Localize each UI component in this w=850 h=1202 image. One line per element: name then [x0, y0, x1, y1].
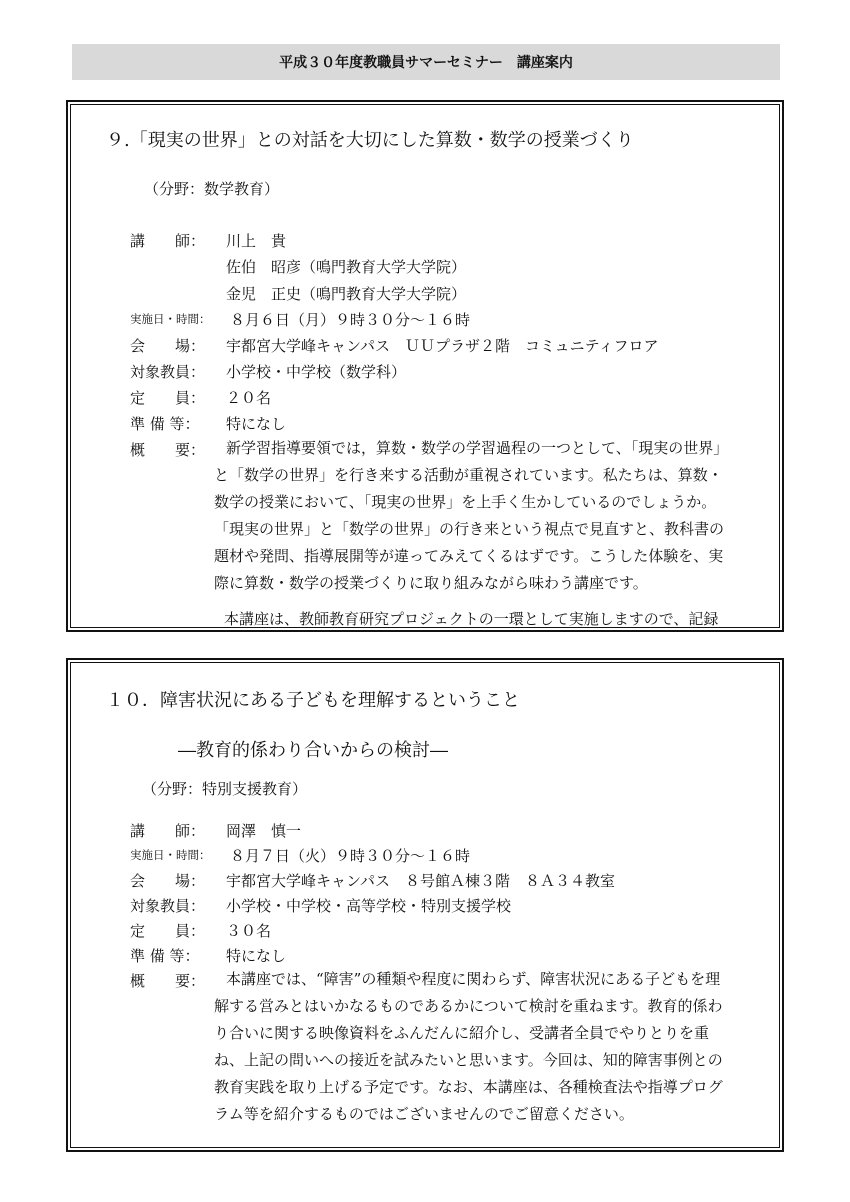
target-label: 対象教員： — [130, 363, 206, 381]
instructor-label: 講 師： — [130, 232, 206, 250]
summary-line: り合いに関する映像資料をふんだんに紹介し、受講者全員でやりとりを重 — [214, 1024, 710, 1042]
course-10-box — [66, 658, 784, 1152]
summary-line: ラム等を紹介するものではございませんのでご留意ください。 — [214, 1105, 634, 1123]
course-9-field: （分野：数学教育） — [144, 180, 280, 198]
date-label: 実施日・時間： — [130, 312, 211, 326]
course-9-box — [66, 100, 784, 632]
prep-value: 特になし — [226, 947, 287, 965]
summary-line: と「数学の世界」を行き来する活動が重視されています。私たちは、算数・ — [214, 466, 723, 484]
capacity-label: 定 員： — [130, 922, 206, 940]
summary-label: 概 要： — [130, 441, 206, 459]
venue-label: 会 場： — [130, 872, 206, 890]
course-9-date-row — [130, 309, 471, 329]
target-value: 小学校・中学校・高等学校・特別支援学校 — [226, 897, 512, 915]
course-10-instructor-row — [130, 820, 302, 841]
venue-label: 会 場： — [130, 337, 206, 355]
date-value: ８月７日（火）９時３０分～１６時 — [230, 847, 471, 865]
summary-line: ね、上記の問いへの接近を試みたいと思います。今回は、知的障害事例との — [214, 1051, 723, 1069]
summary-line: 新学習指導要領では，算数・数学の学習過程の一つとして、「現実の世界」 — [226, 439, 729, 457]
capacity-value: ２０名 — [226, 389, 272, 407]
prep-value: 特になし — [226, 415, 287, 433]
course-10-summary-row — [130, 970, 212, 991]
summary-line: 本講座では、“障害”の種類や程度に関わらず、障害状況にある子どもを理 — [226, 970, 721, 988]
venue-value: 宇都宮大学峰キャンパス ８号館Ａ棟３階 ８Ａ３４教室 — [226, 872, 615, 890]
course-9-prep-row — [130, 413, 287, 434]
course-9-instructor-row — [130, 230, 287, 251]
course-9-summary-row — [130, 439, 212, 460]
venue-value: 宇都宮大学峰キャンパス ＵＵプラザ２階 コミュニティフロア — [226, 337, 659, 355]
date-value: ８月６日（月）９時３０分～１６時 — [230, 311, 471, 329]
prep-label: 準 備 等： — [130, 947, 200, 965]
course-9-title: ９.「現実の世界」との対話を大切にした算数・数学の授業づくり — [106, 130, 634, 151]
instructor-1: 川上 貴 — [226, 232, 287, 250]
course-10-prep-row — [130, 945, 287, 966]
course-10-date-row — [130, 845, 471, 865]
course-9-summary — [214, 435, 729, 597]
course-10-summary — [214, 966, 723, 1128]
capacity-label: 定 員： — [130, 389, 206, 407]
prep-label: 準 備 等： — [130, 415, 200, 433]
course-10-title: １０．障害状況にある子どもを理解するということ — [106, 690, 520, 711]
date-label: 実施日・時間： — [130, 848, 211, 862]
summary-line: 解する営みとはいかなるものであるかについて検討を重ねます。教育的係わ — [214, 997, 723, 1015]
course-9-venue-row — [130, 335, 659, 356]
summary-label: 概 要： — [130, 972, 206, 990]
course-9-note: 本講座は、教師教育研究プロジェクトの一環として実施しますので、記録 — [224, 610, 719, 628]
target-label: 対象教員： — [130, 897, 206, 915]
capacity-value: ３０名 — [226, 922, 272, 940]
summary-line: 題材や発問、指導展開等が違ってみえてくるはずです。こうした体験を、実 — [214, 547, 724, 565]
header-title: 平成３０年度教職員サマーセミナー 講座案内 — [279, 55, 573, 71]
instructor-2: 佐伯 昭彦（鳴門教育大学大学院） — [226, 258, 467, 276]
summary-line: 「現実の世界」と「数学の世界」の行き来という視点で見直すと、教科書の — [214, 520, 725, 538]
instructor-value: 岡澤 慎一 — [226, 822, 302, 840]
instructor-label: 講 師： — [130, 822, 206, 840]
course-10-venue-row — [130, 870, 615, 891]
course-9-capacity-row — [130, 387, 272, 408]
target-value: 小学校・中学校（数学科） — [226, 363, 407, 381]
course-10-target-row — [130, 895, 512, 916]
course-10-field: （分野：特別支援教育） — [142, 780, 308, 798]
course-9-target-row — [130, 361, 407, 382]
summary-line: 数学の授業において、「現実の世界」を上手く生かしているのでしょうか。 — [214, 493, 717, 511]
page-header — [72, 44, 780, 80]
summary-line: 際に算数・数学の授業づくりに取り組みながら味わう講座です。 — [214, 574, 648, 592]
instructor-3: 金児 正史（鳴門教育大学大学院） — [226, 285, 467, 303]
course-10-subtitle: ―教育的係わり合いからの検討― — [178, 740, 448, 761]
course-10-capacity-row — [130, 920, 272, 941]
summary-line: 教育実践を取り上げる予定です。なお、本講座は、各種検査法や指導プログ — [214, 1078, 723, 1096]
